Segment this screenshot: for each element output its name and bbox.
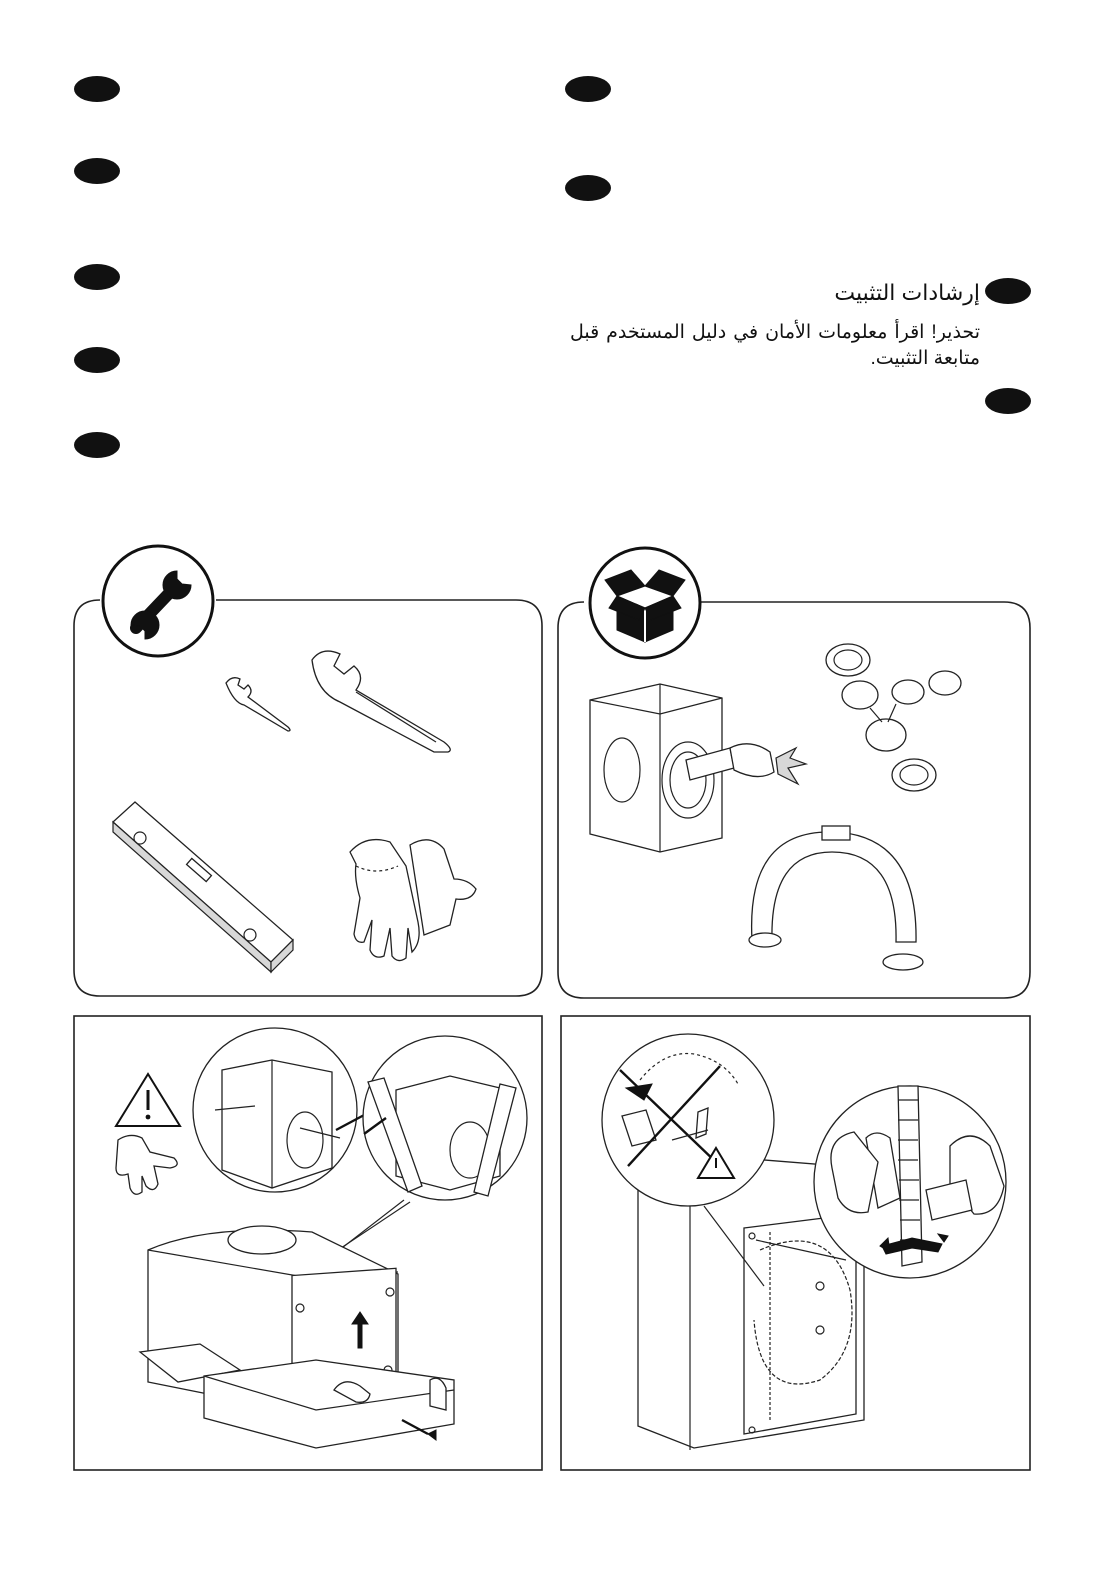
glove-icon [116,1135,177,1194]
safety-warning-text: تحذير! اقرأ معلومات الأمان في دليل المستخدم قبل متابعة التثبيت. [570,322,980,369]
package-panel [558,548,1030,998]
washing-machine-with-manual [590,684,806,852]
tools-panel [74,546,542,996]
spirit-level [113,802,293,972]
large-spanner [312,651,450,752]
hose-removal-panel [561,1016,1030,1470]
warning-triangle-icon [116,1074,180,1126]
blanking-caps [826,644,961,791]
hose-bend-guide [749,826,923,970]
work-gloves [350,840,476,961]
small-spanner [226,678,290,731]
installation-title: إرشادات التثبيت [834,280,980,305]
remove-packaging-panel [74,1016,542,1470]
